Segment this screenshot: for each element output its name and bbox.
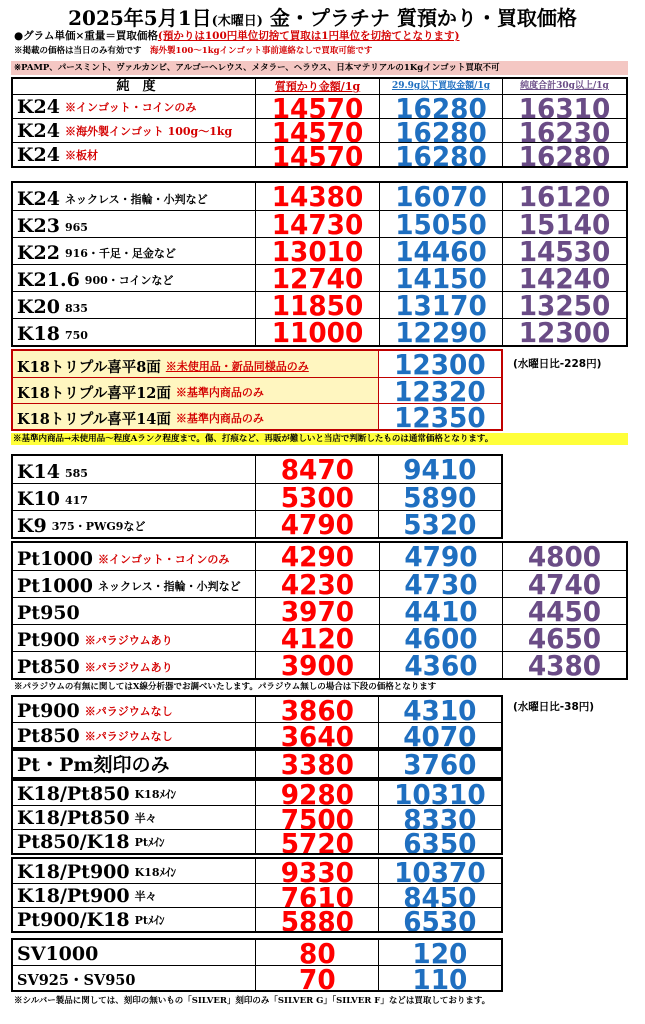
metal-label: Pt900 [17, 700, 80, 722]
metal-note: Ptﾒｲﾝ [134, 836, 165, 849]
pawn-price: 4290 [280, 543, 355, 570]
table-row [13, 456, 501, 483]
buy-price: 4790 [404, 543, 478, 570]
metal-label: K18/Pt850 [17, 807, 130, 829]
metal-label: K18トリプル喜平8面 [17, 359, 161, 376]
pawn-price: 70 [298, 966, 336, 990]
metal-note: ※未使用品・新品同様品のみ [165, 360, 309, 373]
buy-price: 8450 [403, 884, 477, 907]
table-row [13, 781, 501, 805]
buy-price: 4070 [403, 723, 477, 747]
pawn-price: 11000 [271, 319, 364, 345]
table-row [13, 883, 501, 907]
metal-label: Pt950 [17, 602, 80, 624]
table-row [13, 237, 626, 264]
metal-note: ※板材 [64, 149, 98, 162]
table-row [13, 543, 626, 570]
metal-label: Pt1000 [17, 548, 93, 570]
buy-large-price: 16120 [518, 183, 611, 210]
metal-label: K21.6 [17, 269, 80, 291]
metal-note: ※基準内商品のみ [175, 412, 264, 425]
table-row [13, 142, 626, 166]
pawn-price: 13010 [271, 238, 364, 264]
buy-price: 4730 [404, 571, 478, 597]
metal-label: Pt・Pm刻印のみ [17, 754, 170, 776]
metal-label: K18トリプル喜平12面 [17, 385, 171, 402]
table-row [13, 351, 501, 377]
buy-price: 10310 [394, 781, 486, 805]
buy-price: 110 [412, 966, 468, 990]
combo-pt850-table [11, 779, 503, 855]
silver-note: ※シルバー製品に関しては、刻印の無いもの「SILVER」刻印のみ「SILVER G」「SILVER F」などは買取しております。 [14, 996, 491, 1006]
table-row [13, 597, 626, 624]
buy-price: 4360 [404, 652, 478, 678]
triple-compare: (水曜日比-228円) [513, 358, 602, 370]
pt-compare: (水曜日比-38円) [513, 701, 595, 713]
metal-label: K10 [17, 488, 60, 510]
buy-price: 9410 [403, 456, 477, 483]
buy-large-price: 4450 [527, 598, 602, 624]
pawn-price: 14570 [271, 143, 364, 166]
buy-price: 12290 [395, 319, 487, 345]
table-row [13, 859, 501, 883]
buy-price: 4410 [404, 598, 478, 624]
table-row [13, 291, 626, 318]
buy-price: 4600 [404, 625, 478, 651]
buy-price: 14150 [395, 265, 487, 291]
metal-note: ネックレス・指輪・小判など [64, 193, 208, 206]
metal-label: K23 [17, 215, 60, 237]
triple-kihei-table [11, 349, 503, 431]
metal-label: Pt900/K18 [17, 909, 130, 931]
platinum-table [11, 541, 628, 680]
pawn-price: 4790 [280, 511, 354, 537]
metal-note: K18ﾒｲﾝ [134, 788, 176, 801]
metal-label: Pt900 [17, 629, 80, 651]
buy-price: 4310 [403, 697, 477, 722]
pawn-price: 7610 [280, 884, 354, 907]
table-row [13, 751, 501, 777]
pawn-price: 4120 [280, 625, 355, 651]
metal-note: K18ﾒｲﾝ [134, 866, 176, 879]
pawn-price: 3860 [280, 697, 354, 722]
table-row [13, 829, 501, 853]
buy-price: 5890 [403, 484, 477, 510]
metal-note: ※基準内商品のみ [175, 386, 264, 399]
table-row [13, 697, 501, 722]
table-row [13, 510, 501, 537]
metal-label: Pt850/K18 [17, 831, 130, 853]
table-row [13, 377, 501, 403]
buy-price: 6350 [403, 830, 477, 853]
price-formula: ●グラム単価×重量＝買取価格(預かりは100円単位切捨て買取は1円単位を切捨てとなります) [14, 30, 460, 42]
gold-ingot-table [11, 77, 628, 168]
metal-label: K18 [17, 323, 60, 345]
pawn-price: 5720 [280, 830, 354, 853]
metal-note: 半々 [134, 812, 157, 825]
buy-header: 29.9g以下買取金額/1g [379, 79, 502, 94]
pawn-price: 11850 [271, 292, 364, 318]
buy-large-header: 純度合計30g以上/1g [502, 79, 626, 94]
table-row [13, 940, 501, 965]
buy-price: 13170 [395, 292, 487, 318]
pawn-price: 80 [298, 940, 336, 965]
buy-large-price: 4650 [527, 625, 602, 651]
metal-note: 417 [64, 494, 88, 507]
buy-large-price: 16280 [518, 143, 611, 166]
metal-label: SV925・SV950 [17, 972, 136, 989]
standard-item-note: ※基準内商品→未使用品～程度Aランク程度まで。傷、打痕など、再販が難しいと当店で判断したものは通常価格となります。 [11, 433, 628, 445]
pawn-price: 5300 [280, 484, 354, 510]
table-row [13, 210, 626, 237]
low-gold-table [11, 454, 503, 539]
metal-label: K14 [17, 461, 60, 483]
buy-large-price: 4800 [527, 543, 602, 570]
buy-price: 14460 [395, 238, 487, 264]
metal-label: K24 [17, 96, 60, 118]
metal-note: Ptﾒｲﾝ [134, 914, 165, 927]
column-header-row [13, 79, 626, 94]
combo-pt900-table [11, 857, 503, 933]
metal-label: SV1000 [17, 943, 99, 965]
metal-note: 585 [64, 467, 88, 480]
pawn-price: 9330 [280, 859, 354, 883]
table-row [13, 264, 626, 291]
buy-price: 3760 [403, 751, 477, 777]
pt-no-palladium-table [11, 695, 503, 749]
buy-price: 12350 [394, 404, 486, 429]
palladium-note: ※パラジウムの有無に関してはX線分析器でお調べいたします。パラジウム無しの場合は下段の価格となります [14, 682, 437, 692]
buy-price: 16280 [395, 95, 487, 118]
pawn-price: 14730 [271, 211, 364, 237]
buy-large-price: 4380 [527, 652, 602, 678]
buy-price: 15050 [395, 211, 487, 237]
table-row [13, 907, 501, 931]
table-row [13, 183, 626, 210]
table-row [13, 722, 501, 747]
table-row [13, 651, 626, 678]
pawn-price: 8470 [280, 456, 354, 483]
pawn-price: 14570 [271, 95, 364, 118]
buy-price: 8330 [403, 806, 477, 829]
pawn-price: 14570 [271, 119, 364, 142]
buy-large-price: 15140 [518, 211, 611, 237]
metal-label: K18トリプル喜平14面 [17, 411, 171, 428]
metal-label: K18/Pt850 [17, 783, 130, 805]
buy-large-price: 4740 [527, 571, 602, 597]
metal-note: 835 [64, 302, 88, 315]
pawn-price: 14380 [271, 183, 364, 210]
table-row [13, 570, 626, 597]
metal-label: K24 [17, 120, 60, 142]
metal-label: K18/Pt900 [17, 861, 130, 883]
buy-large-price: 16310 [518, 95, 611, 118]
table-row [13, 403, 501, 429]
pawn-price: 3970 [280, 598, 355, 624]
purity-header: 純 度 [116, 79, 156, 94]
metal-note: ネックレス・指輪・小判など [97, 580, 241, 593]
metal-note: 750 [64, 329, 88, 342]
metal-note: ※インゴット・コインのみ [97, 553, 230, 566]
table-row [13, 483, 501, 510]
pawn-header: 質預かり金額/1g [255, 79, 379, 94]
ingot-notice: 海外製100～1kgインゴット事前連絡なしで買取可能です [150, 46, 373, 56]
buy-price: 16280 [395, 119, 487, 142]
buy-large-price: 13250 [518, 292, 611, 318]
metal-label: K24 [17, 144, 60, 166]
table-row [13, 624, 626, 651]
silver-table [11, 938, 503, 992]
gold-table [11, 181, 628, 347]
metal-label: Pt850 [17, 656, 80, 678]
metal-note: ※インゴット・コインのみ [64, 101, 197, 114]
buy-price: 120 [412, 940, 468, 965]
table-row [13, 965, 501, 990]
table-row [13, 94, 626, 118]
metal-label: K18/Pt900 [17, 885, 130, 907]
metal-note: 965 [64, 221, 88, 234]
rounding-note: (預かりは100円単位切捨て買取は1円単位を切捨てとなります) [157, 30, 460, 42]
buy-large-price: 16230 [518, 119, 611, 142]
pawn-price: 9280 [280, 781, 354, 805]
page-title: 2025年5月1日(木曜日) 金・プラチナ 質預かり・買取価格 [68, 6, 577, 30]
pawn-price: 4230 [280, 571, 355, 597]
metal-note: ※パラジウムあり [84, 661, 173, 674]
brand-exclusion-note: ※PAMP、パースミント、ヴァルカンビ、アルゴーヘレウス、メタラー、ヘラウス、日本マテリアルの1Kgインゴット買取不可 [11, 61, 628, 75]
metal-label: Pt1000 [17, 575, 93, 597]
metal-note: ※パラジウムなし [84, 730, 173, 743]
metal-label: K22 [17, 242, 60, 264]
table-row [13, 805, 501, 829]
table-row [13, 318, 626, 345]
buy-large-price: 14530 [518, 238, 611, 264]
buy-large-price: 12300 [518, 319, 611, 345]
metal-label: Pt850 [17, 725, 80, 747]
metal-note: 916・千足・足金など [64, 247, 176, 260]
metal-note: 半々 [134, 890, 157, 903]
metal-note: 375・PWG9など [51, 520, 146, 533]
buy-large-price: 14240 [518, 265, 611, 291]
metal-note: ※海外製インゴット 100g～1kg [64, 125, 233, 138]
metal-note: ※パラジウムなし [84, 705, 173, 718]
pawn-price: 3900 [280, 652, 355, 678]
buy-price: 12320 [394, 378, 486, 403]
pawn-price: 3380 [280, 751, 354, 777]
pawn-price: 5880 [280, 908, 354, 931]
pawn-price: 7500 [280, 806, 354, 829]
validity-notice: ※掲載の価格は当日のみ有効です 海外製100～1kgインゴット事前連絡なしで買取可能です [14, 46, 373, 56]
buy-price: 10370 [394, 859, 486, 883]
buy-price: 12300 [394, 351, 486, 377]
buy-price: 6530 [403, 908, 477, 931]
pawn-price: 12740 [271, 265, 364, 291]
metal-label: K9 [17, 515, 47, 537]
buy-price: 16280 [395, 143, 487, 166]
buy-price: 5320 [403, 511, 477, 537]
metal-label: K24 [17, 188, 60, 210]
stamp-only-table [11, 749, 503, 779]
metal-note: 900・コインなど [84, 274, 174, 287]
pawn-price: 3640 [280, 723, 354, 747]
metal-note: ※パラジウムあり [84, 634, 173, 647]
table-row [13, 118, 626, 142]
metal-label: K20 [17, 296, 60, 318]
buy-price: 16070 [395, 183, 487, 210]
